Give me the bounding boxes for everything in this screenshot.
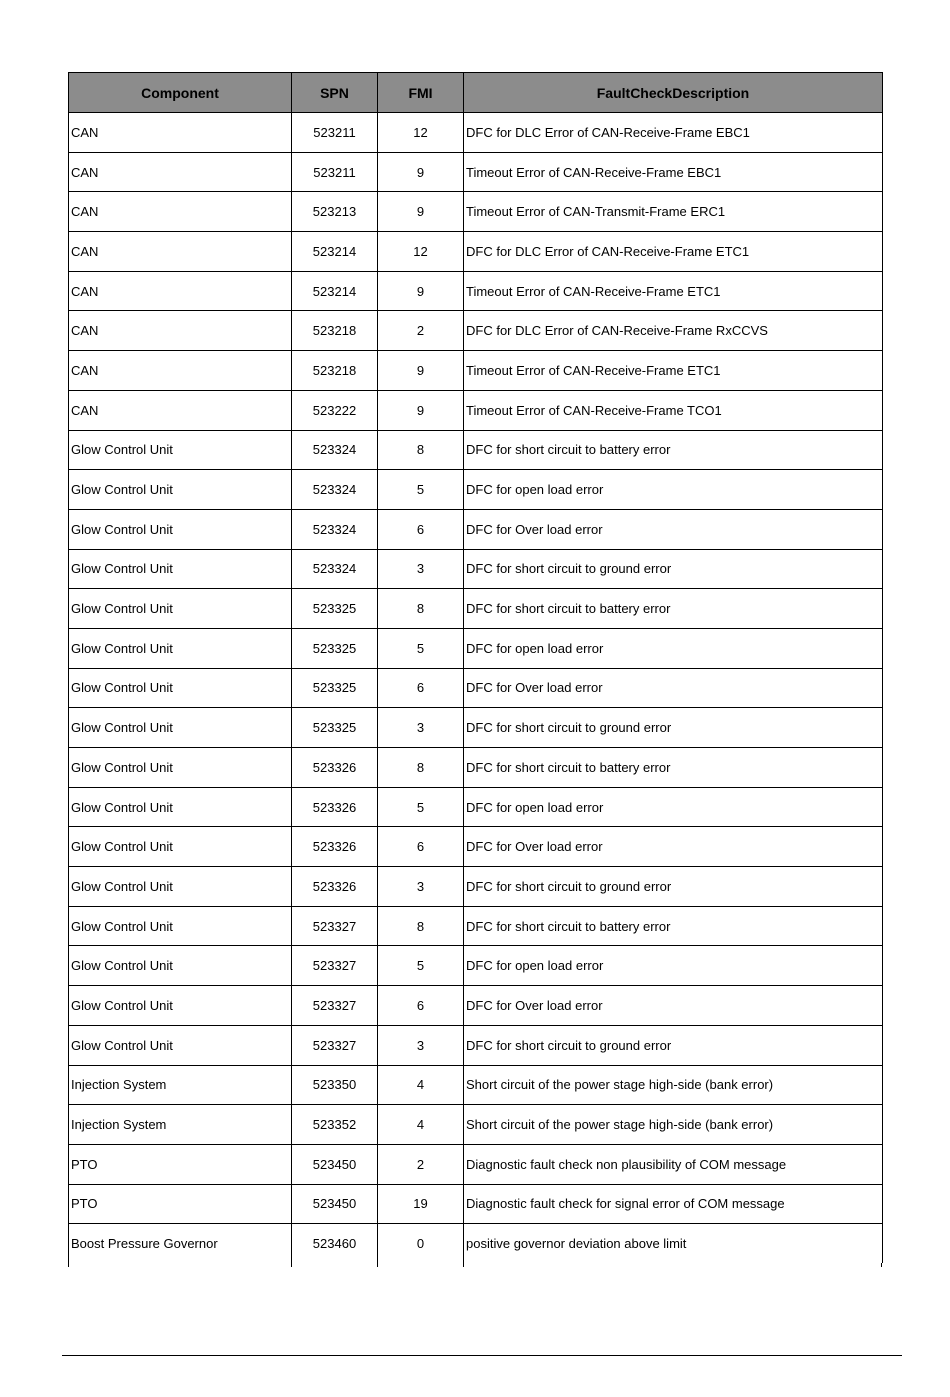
table-continuation	[68, 1263, 882, 1267]
cell-description: DFC for Over load error	[464, 509, 883, 549]
cell-description: DFC for open load error	[464, 470, 883, 510]
cell-spn: 523222	[292, 390, 378, 430]
table-row	[69, 152, 883, 192]
cell-spn: 523214	[292, 232, 378, 272]
cell-fmi: 12	[378, 232, 464, 272]
cell-description: DFC for open load error	[464, 946, 883, 986]
cell-component: Injection System	[69, 1105, 292, 1145]
cell-description: Timeout Error of CAN-Receive-Frame ETC1	[464, 271, 883, 311]
table-row	[69, 113, 883, 153]
cell-spn: 523214	[292, 271, 378, 311]
table-row	[69, 787, 883, 827]
cell-component: CAN	[69, 152, 292, 192]
cell-fmi: 3	[378, 1025, 464, 1065]
cell-component: Glow Control Unit	[69, 827, 292, 867]
cell-description: Diagnostic fault check for signal error of COM message	[464, 1184, 883, 1224]
cell-fmi: 8	[378, 589, 464, 629]
cell-spn: 523211	[292, 113, 378, 153]
cell-fmi: 6	[378, 827, 464, 867]
table-row	[69, 906, 883, 946]
cell-spn: 523326	[292, 827, 378, 867]
cell-description: DFC for short circuit to ground error	[464, 708, 883, 748]
cell-fmi: 2	[378, 311, 464, 351]
cell-component: Boost Pressure Governor	[69, 1224, 292, 1264]
cell-description: DFC for DLC Error of CAN-Receive-Frame EBC1	[464, 113, 883, 153]
cell-description: DFC for short circuit to battery error	[464, 906, 883, 946]
cell-spn: 523218	[292, 351, 378, 391]
cell-component: Glow Control Unit	[69, 1025, 292, 1065]
cell-spn: 523324	[292, 470, 378, 510]
cell-description: Timeout Error of CAN-Transmit-Frame ERC1	[464, 192, 883, 232]
cell-description: Timeout Error of CAN-Receive-Frame ETC1	[464, 351, 883, 391]
table-row	[69, 271, 883, 311]
cell-component: Glow Control Unit	[69, 867, 292, 907]
cell-fmi: 9	[378, 390, 464, 430]
cell-spn: 523325	[292, 628, 378, 668]
table-row	[69, 986, 883, 1026]
cell-spn: 523211	[292, 152, 378, 192]
cell-fmi: 2	[378, 1144, 464, 1184]
header-description: FaultCheckDescription	[464, 73, 883, 113]
table-row	[69, 708, 883, 748]
table-row	[69, 668, 883, 708]
cell-component: Glow Control Unit	[69, 509, 292, 549]
table-row	[69, 867, 883, 907]
cell-fmi: 9	[378, 152, 464, 192]
table-row	[69, 351, 883, 391]
header-component: Component	[69, 73, 292, 113]
cell-description: positive governor deviation above limit	[464, 1224, 883, 1264]
cell-fmi: 12	[378, 113, 464, 153]
table-row	[69, 1065, 883, 1105]
cell-description: Short circuit of the power stage high-side (bank error)	[464, 1065, 883, 1105]
cell-component: Glow Control Unit	[69, 787, 292, 827]
cell-fmi: 9	[378, 351, 464, 391]
cell-fmi: 0	[378, 1224, 464, 1264]
table-row	[69, 1105, 883, 1145]
cell-spn: 523450	[292, 1184, 378, 1224]
cell-component: Injection System	[69, 1065, 292, 1105]
cell-description: Diagnostic fault check non plausibility of COM message	[464, 1144, 883, 1184]
cell-description: DFC for short circuit to battery error	[464, 430, 883, 470]
cell-description: DFC for short circuit to battery error	[464, 748, 883, 788]
table-row	[69, 1184, 883, 1224]
cell-component: Glow Control Unit	[69, 906, 292, 946]
table-row	[69, 1144, 883, 1184]
cell-description: Timeout Error of CAN-Receive-Frame EBC1	[464, 152, 883, 192]
cell-fmi: 5	[378, 946, 464, 986]
cell-component: CAN	[69, 271, 292, 311]
cell-component: Glow Control Unit	[69, 589, 292, 629]
cell-description: DFC for open load error	[464, 787, 883, 827]
cell-fmi: 6	[378, 509, 464, 549]
table-body	[69, 113, 883, 1264]
cell-component: Glow Control Unit	[69, 946, 292, 986]
cell-description: DFC for open load error	[464, 628, 883, 668]
cell-fmi: 4	[378, 1105, 464, 1145]
table-row	[69, 509, 883, 549]
table-row	[69, 1224, 883, 1264]
cell-description: DFC for Over load error	[464, 827, 883, 867]
table-row	[69, 390, 883, 430]
cell-fmi: 5	[378, 787, 464, 827]
cell-description: DFC for short circuit to battery error	[464, 589, 883, 629]
table-row	[69, 232, 883, 272]
cell-fmi: 8	[378, 748, 464, 788]
cell-description: DFC for Over load error	[464, 668, 883, 708]
cell-spn: 523350	[292, 1065, 378, 1105]
cell-component: CAN	[69, 311, 292, 351]
cell-spn: 523325	[292, 589, 378, 629]
cell-component: Glow Control Unit	[69, 986, 292, 1026]
cell-fmi: 8	[378, 430, 464, 470]
cell-component: CAN	[69, 351, 292, 391]
cell-description: DFC for DLC Error of CAN-Receive-Frame ETC1	[464, 232, 883, 272]
cell-fmi: 5	[378, 470, 464, 510]
table-row	[69, 192, 883, 232]
table-row	[69, 589, 883, 629]
cell-description: DFC for Over load error	[464, 986, 883, 1026]
cell-spn: 523325	[292, 708, 378, 748]
cell-fmi: 3	[378, 867, 464, 907]
table-row	[69, 470, 883, 510]
cell-fmi: 6	[378, 668, 464, 708]
cell-description: Short circuit of the power stage high-side (bank error)	[464, 1105, 883, 1145]
cell-component: CAN	[69, 113, 292, 153]
table-row	[69, 549, 883, 589]
table-header-row	[69, 73, 883, 113]
cell-spn: 523325	[292, 668, 378, 708]
table-row	[69, 430, 883, 470]
cell-spn: 523327	[292, 906, 378, 946]
cell-component: PTO	[69, 1184, 292, 1224]
cell-fmi: 4	[378, 1065, 464, 1105]
cell-spn: 523326	[292, 748, 378, 788]
cell-description: DFC for short circuit to ground error	[464, 549, 883, 589]
cell-spn: 523324	[292, 549, 378, 589]
table-row	[69, 311, 883, 351]
cell-spn: 523218	[292, 311, 378, 351]
fault-table-container	[68, 72, 882, 1267]
cell-component: Glow Control Unit	[69, 628, 292, 668]
cell-description: DFC for short circuit to ground error	[464, 867, 883, 907]
cell-spn: 523352	[292, 1105, 378, 1145]
cell-spn: 523460	[292, 1224, 378, 1264]
cell-fmi: 9	[378, 271, 464, 311]
cell-component: PTO	[69, 1144, 292, 1184]
cell-spn: 523327	[292, 986, 378, 1026]
table-row	[69, 628, 883, 668]
table-row	[69, 827, 883, 867]
table-row	[69, 748, 883, 788]
cell-fmi: 19	[378, 1184, 464, 1224]
cell-fmi: 5	[378, 628, 464, 668]
cell-fmi: 8	[378, 906, 464, 946]
cell-component: Glow Control Unit	[69, 470, 292, 510]
cell-spn: 523324	[292, 509, 378, 549]
cell-component: CAN	[69, 192, 292, 232]
cell-spn: 523324	[292, 430, 378, 470]
cell-component: Glow Control Unit	[69, 748, 292, 788]
header-spn: SPN	[292, 73, 378, 113]
cell-description: Timeout Error of CAN-Receive-Frame TCO1	[464, 390, 883, 430]
cell-component: CAN	[69, 390, 292, 430]
cell-component: Glow Control Unit	[69, 668, 292, 708]
cell-component: Glow Control Unit	[69, 430, 292, 470]
cell-fmi: 9	[378, 192, 464, 232]
cell-component: CAN	[69, 232, 292, 272]
cell-spn: 523450	[292, 1144, 378, 1184]
cell-fmi: 3	[378, 708, 464, 748]
cell-description: DFC for DLC Error of CAN-Receive-Frame RxCCVS	[464, 311, 883, 351]
cell-description: DFC for short circuit to ground error	[464, 1025, 883, 1065]
cell-spn: 523326	[292, 787, 378, 827]
cell-component: Glow Control Unit	[69, 708, 292, 748]
header-fmi: FMI	[378, 73, 464, 113]
fault-code-table	[68, 72, 883, 1263]
cell-spn: 523327	[292, 946, 378, 986]
table-row	[69, 946, 883, 986]
cell-fmi: 3	[378, 549, 464, 589]
cell-spn: 523213	[292, 192, 378, 232]
cell-spn: 523327	[292, 1025, 378, 1065]
footer-rule	[62, 1355, 902, 1356]
cell-fmi: 6	[378, 986, 464, 1026]
cell-spn: 523326	[292, 867, 378, 907]
cell-component: Glow Control Unit	[69, 549, 292, 589]
table-row	[69, 1025, 883, 1065]
